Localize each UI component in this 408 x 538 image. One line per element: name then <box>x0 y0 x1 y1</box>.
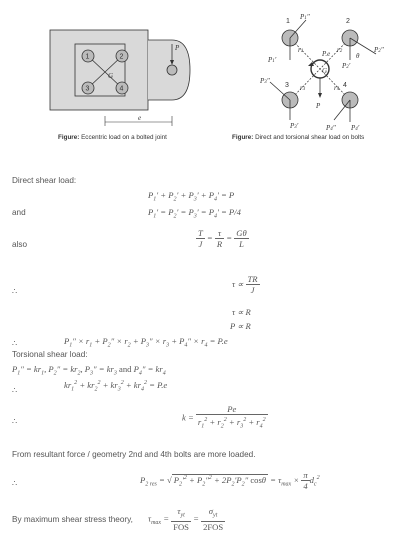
equation-torsion: $\frac{T}{J}$ = $\frac{\tau}{R}$ = $\frac{G\theta}{L}$ <box>198 228 247 249</box>
svg-text:1: 1 <box>85 53 90 61</box>
svg-text:2: 2 <box>346 18 350 25</box>
svg-text:3: 3 <box>285 82 289 89</box>
pe-label: P.e <box>322 50 331 58</box>
svg-text:θ: θ <box>356 52 360 60</box>
and-label: and <box>12 208 26 217</box>
figure2-caption: Figure: Direct and torsional shear load on bolts <box>232 134 365 141</box>
bracket-plate <box>50 30 148 110</box>
figure-eccentric-load <box>40 26 200 130</box>
therefore-2a: ∴ <box>12 339 18 348</box>
dim-label-e: e <box>138 114 142 122</box>
center-g: G <box>322 67 328 75</box>
svg-text:P1″: P1″ <box>300 13 310 21</box>
equation-kr-squared: $kr_1^2 + kr_2^2 + kr_3^2 + kr_4^2 = P.e$ <box>64 380 168 393</box>
equation-k: k = $\frac{Pe}{r_1^2 + r_2^2 + r_3^2 + r_4^2}$ <box>182 404 266 430</box>
bolt-1 <box>82 50 94 62</box>
svg-text:P3′: P3′ <box>290 122 299 130</box>
max-shear-text: By maximum shear stress theory, <box>12 515 133 524</box>
equation-p-r: P ∝ R <box>230 321 251 331</box>
figure-shear-load-bolts <box>250 10 408 134</box>
therefore-2b: ∴ <box>12 386 18 395</box>
therefore-4: ∴ <box>12 479 18 488</box>
svg-text:P2′: P2′ <box>342 62 351 70</box>
equation-kr: $P_1'' = kr_1$, $P_2'' = kr_2$, $P_3'' = kr_3$ and $P_4'' = kr_4$ <box>12 364 166 377</box>
svg-text:P1′: P1′ <box>268 56 277 64</box>
also-label: also <box>12 240 28 249</box>
center-label: G <box>108 72 114 80</box>
svg-text:3: 3 <box>85 85 90 93</box>
svg-text:P4′: P4′ <box>351 124 360 132</box>
svg-text:r4: r4 <box>334 84 340 92</box>
bolt-2 <box>116 50 128 62</box>
svg-text:2: 2 <box>119 53 124 61</box>
load-label: P <box>175 44 180 52</box>
direct-shear-heading: Direct shear load: <box>12 176 77 185</box>
equation-tau-prop: τ ∝ $\frac{TR}{J}$ <box>232 274 258 295</box>
torsional-heading: Torsional shear load: <box>12 350 88 359</box>
equation-tau-r: τ ∝ R <box>232 307 251 317</box>
equation-direct-sum: $P_1' + P_2' + P_3' + P_4' = P$ <box>148 190 235 203</box>
therefore-3: ∴ <box>12 417 18 426</box>
svg-text:r1: r1 <box>298 46 304 54</box>
resultant-text: From resultant force / geometry 2nd and 4th bolts are more loaded. <box>12 450 256 459</box>
figure1-caption: Figure: Eccentric load on a bolted joint <box>58 134 167 141</box>
svg-text:P3″: P3″ <box>260 77 270 85</box>
svg-text:1: 1 <box>286 18 290 25</box>
svg-text:r2: r2 <box>337 46 343 54</box>
equation-moment-sum: $P_1'' \times r_1 + P_2'' \times r_2 + P_3'' \times r_3 + P_4'' \times r_4 = P.e$ <box>64 336 228 349</box>
svg-text:P2″: P2″ <box>374 46 384 54</box>
bolt-4 <box>116 82 128 94</box>
svg-text:4: 4 <box>343 82 347 89</box>
svg-text:r3: r3 <box>300 84 306 92</box>
svg-text:P: P <box>316 102 321 110</box>
bolt-3 <box>82 82 94 94</box>
equation-direct-equal: $P_1' = P_2' = P_3' = P_4' = P/4$ <box>148 207 241 220</box>
svg-text:P4″: P4″ <box>326 124 336 132</box>
equation-tau-max: $\tau_{max}$ = $\frac{\tau_{yt}}{\text{FOS}}$ = $\frac{\sigma_{yt}}{\text{2FOS}}$ <box>148 506 224 532</box>
equation-p2-resultant: $P_{2 res}$ = √ $P_2'^2 + P_2''^2 + 2P_2'P_2''$ $\cos\theta = \tau_{max}$ × $\frac{\pi}{4}$ $d_c^2$ <box>140 470 320 491</box>
svg-text:4: 4 <box>119 85 124 93</box>
load-point <box>167 65 177 75</box>
therefore-1: ∴ <box>12 287 18 296</box>
